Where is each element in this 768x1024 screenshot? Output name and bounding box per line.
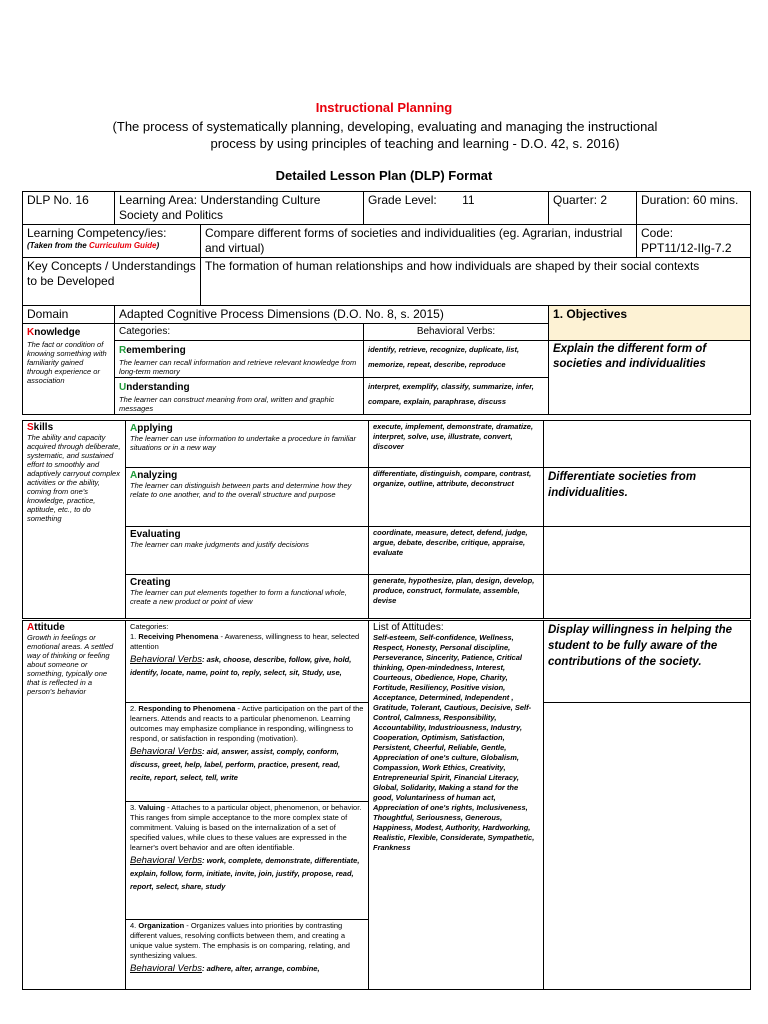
understanding-rest: nderstanding — [126, 382, 190, 393]
evaluating-objective — [544, 527, 751, 575]
understanding-first-letter: U — [119, 382, 127, 393]
remembering-rest: emembering — [126, 345, 186, 356]
attitude-item-3-num: 3. — [130, 803, 137, 812]
creating-objective — [544, 575, 751, 619]
attitude-item-1-verbs — [130, 652, 364, 678]
attitude-item-4-verbs — [130, 961, 364, 974]
remembering-verbs: identify, retrieve, recognize, duplicate, list, memorize, repeat, describe, reproduce — [364, 341, 549, 378]
attitude-item-4-bv: : adhere, alter, arrange, combine, — [202, 964, 320, 973]
subtitle-line-1: (The process of systematically planning, developing, evaluating and managing the instructional — [112, 119, 658, 134]
creating-verbs: generate, hypothesize, plan, design, develop, produce, construct, formulate, assemble, devise — [369, 575, 544, 619]
attitude-table — [22, 620, 751, 990]
attitude-item-4-num: 4. — [130, 921, 137, 930]
applying-heading — [130, 423, 364, 434]
competency-note-suffix: ) — [156, 241, 160, 250]
understanding-cell — [115, 378, 364, 415]
attitude-objective-empty — [544, 703, 751, 990]
competency-label-cell — [23, 225, 201, 258]
page-title: Instructional Planning — [315, 100, 453, 115]
info-table — [22, 191, 751, 415]
applying-first-letter: A — [130, 423, 138, 434]
remembering-cell — [115, 341, 364, 378]
skills-first-letter: S — [27, 422, 34, 433]
knowledge-heading — [27, 325, 110, 340]
competency-note-prefix: (Taken from the — [27, 241, 89, 250]
attitude-category-1 — [126, 621, 369, 703]
skills-domain-cell — [23, 421, 126, 619]
attitude-rest: ttitude — [34, 622, 65, 633]
attitude-item-2-name: Responding to Phenomena — [138, 704, 236, 713]
applying-cell — [126, 421, 369, 468]
code-value: PPT11/12-IIg-7.2 — [641, 241, 732, 255]
attitude-domain-cell — [23, 621, 126, 990]
subtitle-line-2: process by using principles of teaching and learning - D.O. 42, s. 2016) — [210, 136, 620, 151]
skills-rest: kills — [33, 422, 54, 433]
remembering-desc: The learner can recall information and retrieve relevant knowledge from long-term memory — [119, 358, 357, 376]
attitude-item-2-bv-label: Behavioral Verbs — [130, 746, 202, 757]
evaluating-desc: The learner can make judgments and justify decisions — [130, 540, 309, 549]
attitude-desc: Growth in feelings or emotional areas. A settled way of thinking or feeling about someone or something, typically one that is reflected in a person's behavior — [27, 633, 114, 696]
attitude-first-letter: A — [27, 622, 35, 633]
attitude-item-2-desc: - Active participation on the part of the learners. Attends and reacts to a particular phenomenon. Learning outcomes may emphasize compliance in responding, willingness to respond, or satisfaction in responding (motivation). — [130, 704, 364, 743]
skills-desc: The ability and capacity acquired through deliberate, systematic, and sustained effort to smoothly and adaptively carryout complex activities or the ability, coming from one's knowledge, practice, aptitude, etc., to do something — [27, 433, 121, 523]
attitude-item-1-num: 1. — [130, 632, 137, 641]
categories-label: Categories: — [115, 324, 364, 341]
attitude-categories-label: Categories: — [130, 622, 169, 631]
attitude-item-2-bv: : aid, answer, assist, comply, conform, discuss, greet, help, label, perform, practice, present, read, recite, report, select, tell, write — [130, 747, 341, 782]
skills-table — [22, 420, 751, 619]
evaluating-heading: Evaluating — [130, 529, 181, 540]
attitude-item-4-desc: - Organizes values into priorities by contrasting different values, resolving conflicts between them, and creating a unique value system. The emphasis is on comparing, relating, and synthesizing values. — [130, 921, 350, 960]
analyzing-cell — [126, 468, 369, 527]
curriculum-guide-ref: Curriculum Guide — [88, 241, 157, 250]
key-concepts-label: Key Concepts / Understandings to be Developed — [23, 258, 201, 306]
attitude-item-2-text — [130, 704, 364, 744]
attitude-item-1-desc: - Awareness, willingness to hear, selected attention — [130, 632, 360, 651]
objectives-header: 1. Objectives — [549, 306, 751, 341]
knowledge-objective: Explain the different form of societies and individualities — [549, 341, 751, 415]
attitude-list-label: List of Attitudes: — [373, 622, 444, 633]
attitude-item-1-name: Receiving Phenomena — [138, 632, 219, 641]
attitude-item-3-name: Valuing — [138, 803, 166, 812]
knowledge-domain-cell — [23, 324, 115, 415]
duration: Duration: 60 mins. — [637, 192, 751, 225]
attitude-objective: Display willingness in helping the student to be fully aware of the contributions of the society. — [544, 621, 751, 703]
attitude-item-1-bv: : ask, choose, describe, follow, give, hold, identify, locate, name, point to, reply, select, sit, Study, use, — [130, 655, 352, 677]
domain-label: Domain — [23, 306, 115, 324]
grade-level-label: Grade Level: — [368, 193, 437, 207]
attitude-item-2-verbs — [130, 744, 364, 783]
applying-desc: The learner can use information to undertake a procedure in familiar situations or in a new way — [130, 434, 356, 452]
knowledge-rest: nowledge — [34, 327, 81, 338]
analyzing-first-letter: A — [130, 470, 138, 481]
competency-text: Compare different forms of societies and individualities (eg. Agrarian, industrial and virtual) — [201, 225, 637, 258]
attitude-category-4 — [126, 920, 369, 990]
applying-rest: pplying — [137, 423, 173, 434]
attitude-item-1-bv-label: Behavioral Verbs — [130, 654, 202, 665]
analyzing-rest: nalyzing — [137, 470, 178, 481]
dlp-number: DLP No. 16 — [23, 192, 115, 225]
quarter: Quarter: 2 — [549, 192, 637, 225]
understanding-heading — [119, 380, 359, 395]
creating-desc: The learner can put elements together to form a functional whole, create a new product or point of view — [130, 588, 347, 606]
verbs-label: Behavioral Verbs: — [364, 324, 549, 341]
evaluating-cell — [126, 527, 369, 575]
evaluating-verbs: coordinate, measure, detect, defend, judge, argue, debate, describe, critique, appraise, evaluate — [369, 527, 544, 575]
knowledge-first-letter: K — [27, 327, 35, 338]
applying-objective — [544, 421, 751, 468]
attitude-category-3 — [126, 802, 369, 920]
grade-level-value: 11 — [462, 193, 475, 207]
attitude-category-2 — [126, 703, 369, 802]
attitude-item-4-text — [130, 921, 364, 961]
attitude-item-4-bv-label: Behavioral Verbs — [130, 963, 202, 974]
code-cell — [637, 225, 751, 258]
applying-verbs: execute, implement, demonstrate, dramatize, interpret, solve, use, illustrate, convert, discover — [369, 421, 544, 468]
creating-heading: Creating — [130, 577, 171, 588]
attitude-item-3-bv: : work, complete, demonstrate, differentiate, explain, follow, form, initiate, invite, join, justify, propose, read, report, select, share, study — [130, 856, 360, 891]
attitude-item-3-desc: - Attaches to a particular object, phenomenon, or behavior. This ranges from simple acceptance to the more complex state of commitment. Valuing is based on the internalization of a set of specified values, while clues to these values are expressed in the learner's overt behavior and are often identifiable. — [130, 803, 362, 852]
knowledge-desc: The fact or condition of knowing something with familiarity gained through experience or association — [27, 340, 107, 385]
skills-objective: Differentiate societies from individualities. — [544, 468, 751, 527]
learning-area: Learning Area: Understanding Culture Society and Politics — [115, 192, 364, 225]
understanding-verbs: interpret, exemplify, classify, summarize, infer, compare, explain, paraphrase, discuss — [364, 378, 549, 415]
attitude-item-3-text — [130, 803, 364, 853]
attitude-item-4-name: Organization — [138, 921, 185, 930]
creating-cell — [126, 575, 369, 619]
attitude-item-3-bv-label: Behavioral Verbs — [130, 855, 202, 866]
attitude-list: Self-esteem, Self-confidence, Wellness, Respect, Honesty, Personal discipline, Perseverance, Sincerity, Patience, Critical thinking, Open-mindedness, Interest, Courteous, Obedience, Hope, Charity, Fortitude, Resiliency, Positive vision, Acceptance, Determined, Independent , Gratitude, Tolerant, Cautious, Decisive, Self-Control, Calmness, Responsibility, Accountability, Industriousness, Industry, Cooperation, Optimism, Satisfaction, Persistent, Cheerful, Reliable, Gentle, Appreciation of one's culture, Globalism, Compassion, Work Ethics, Creativity, Entrepreneurial Spirit, Financial Literacy, Global, Solidarity, Making a stand for the good, Voluntariness of human act, Appreciation of one's rights, Inclusiveness, Thoughtful, Seriousness, Generous, Happiness, Modest, Authority, Hardworking, Realistic, Flexible, Considerate, Sympathetic, Frankness — [373, 633, 535, 852]
understanding-desc: The learner can construct meaning from oral, written and graphic messages — [119, 395, 335, 413]
analyzing-heading — [130, 470, 364, 481]
skills-heading — [27, 422, 121, 433]
attitude-item-3-verbs — [130, 853, 364, 892]
remembering-heading — [119, 343, 359, 358]
attitude-list-cell — [369, 621, 544, 990]
page-subtitle — [40, 118, 730, 152]
process-dimensions-label: Adapted Cognitive Process Dimensions (D.O. No. 8, s. 2015) — [115, 306, 549, 324]
analyzing-verbs: differentiate, distinguish, compare, contrast, organize, outline, attribute, deconstruct — [369, 468, 544, 527]
format-title: Detailed Lesson Plan (DLP) Format — [275, 168, 493, 183]
attitude-item-1-text — [130, 632, 364, 652]
attitude-heading — [27, 622, 121, 633]
code-label: Code: — [641, 226, 674, 240]
remembering-first-letter: R — [119, 345, 127, 356]
grade-level — [364, 192, 549, 225]
competency-note — [27, 241, 196, 251]
competency-label: Learning Competency/ies: — [27, 226, 167, 240]
analyzing-desc: The learner can distinguish between parts and determine how they relate to one another, and to the overall structure and purpose — [130, 481, 352, 499]
key-concepts-text: The formation of human relationships and how individuals are shaped by their social contexts — [201, 258, 751, 306]
attitude-item-2-num: 2. — [130, 704, 137, 713]
